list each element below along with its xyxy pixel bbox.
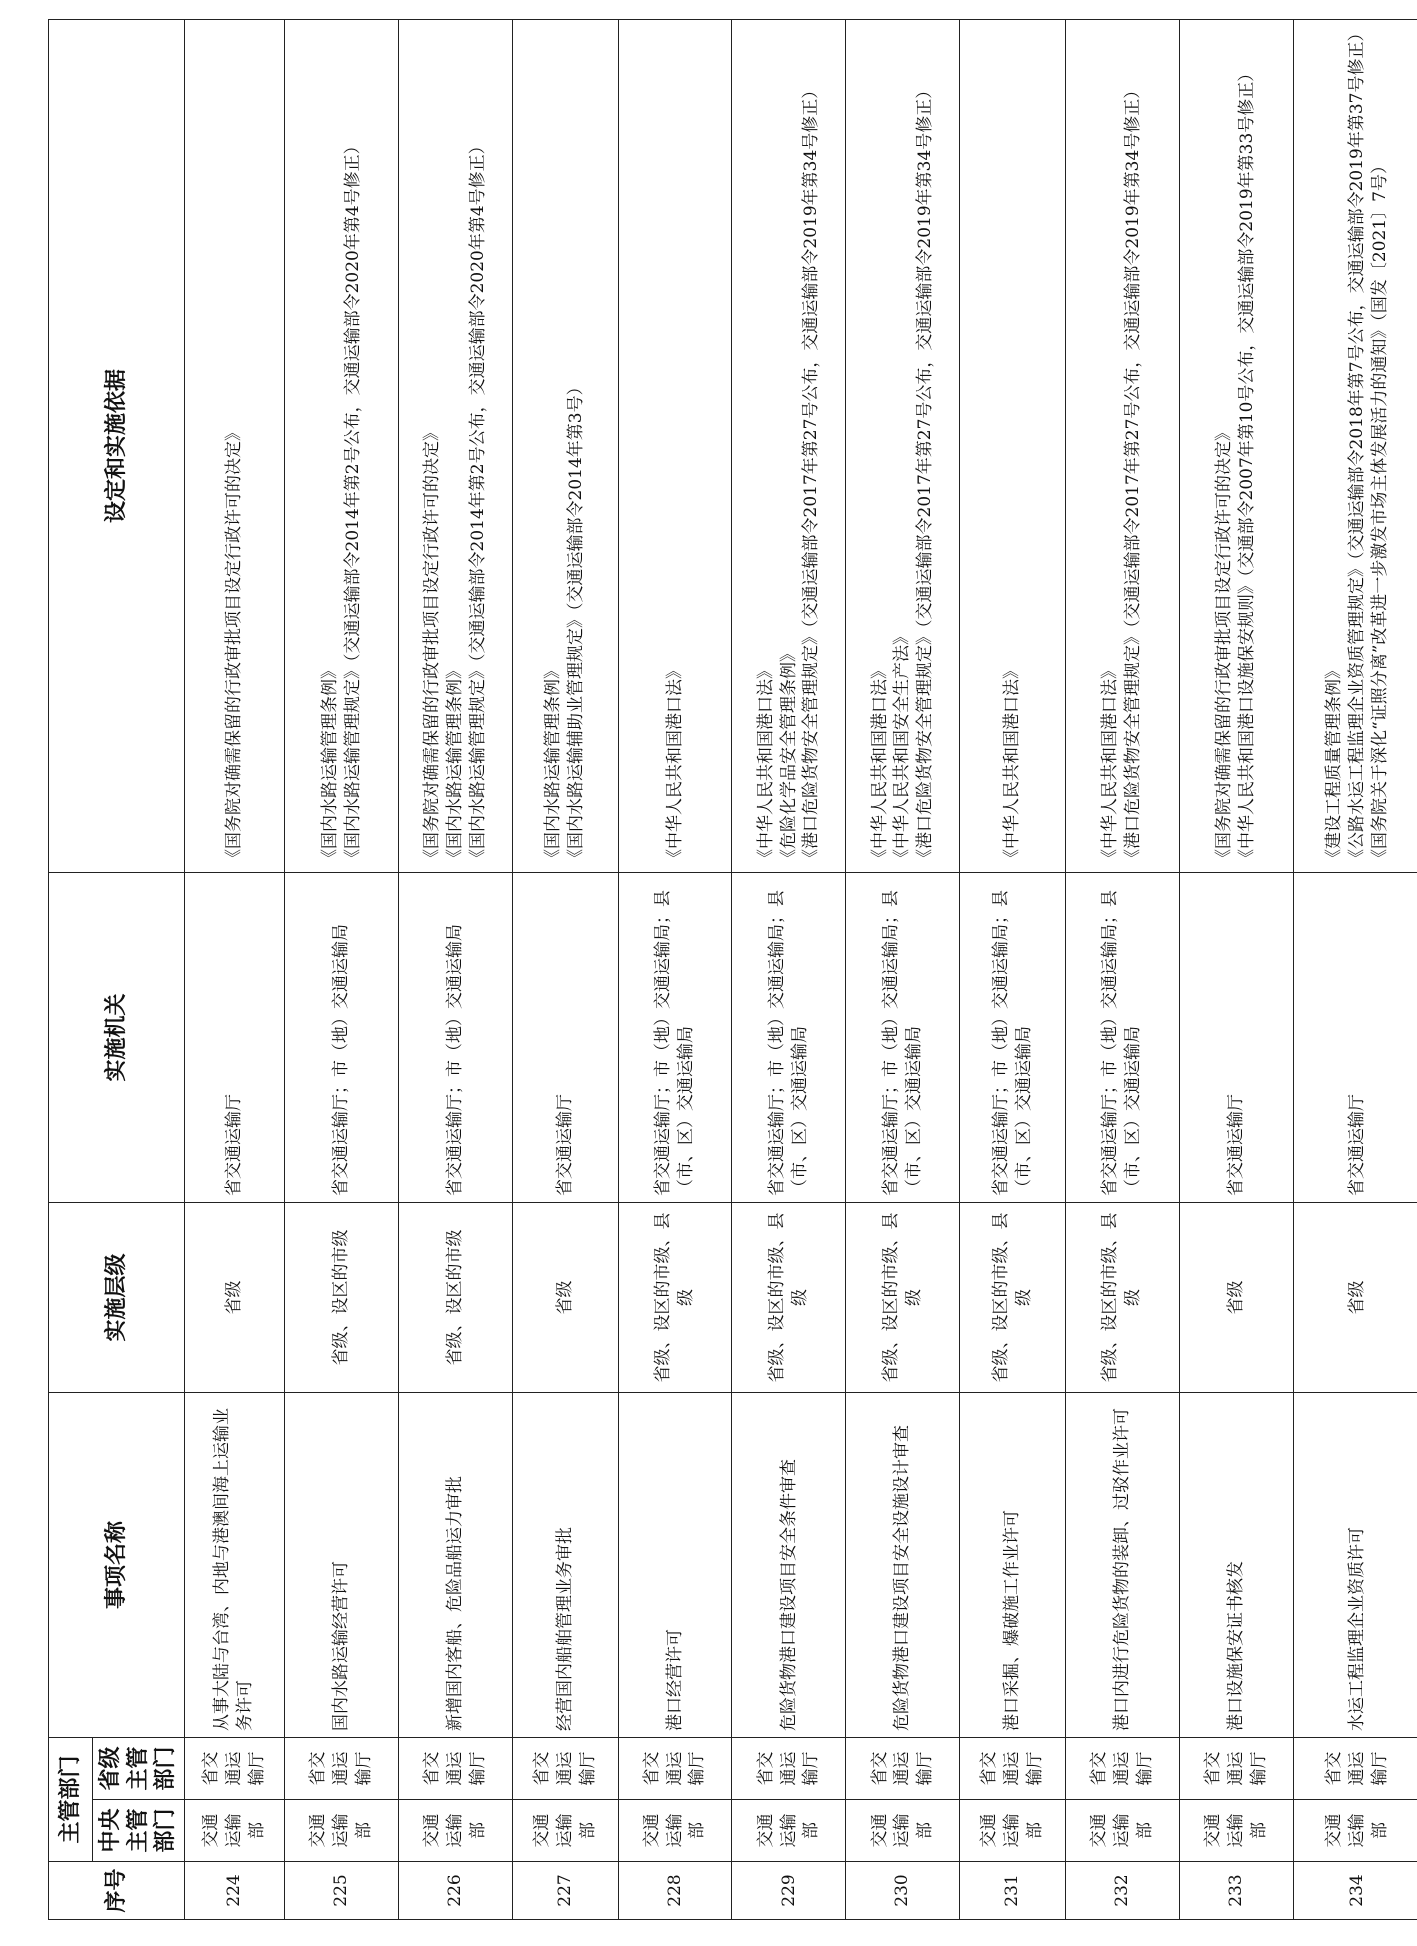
header-item: 事项名称	[49, 1392, 185, 1737]
basis-cell	[960, 19, 1065, 872]
basis-line: 《国内水路运输辅助业管理规定》（交通运输部令2014年第3号）	[566, 378, 587, 866]
basis-cell	[1065, 19, 1179, 872]
header-seq: 序号	[49, 1862, 185, 1920]
table-row	[960, 19, 1065, 1919]
basis-cell	[285, 19, 399, 872]
seq-cell: 230	[846, 1862, 960, 1920]
provincial-dept-cell: 省交通运输厅	[285, 1737, 399, 1799]
provincial-dept-cell: 省交通运输厅	[732, 1737, 846, 1799]
basis-line: 《中华人民共和国港口法》	[664, 661, 685, 866]
header-agency: 实施机关	[49, 872, 185, 1202]
provincial-dept-cell: 省交通运输厅	[513, 1737, 618, 1799]
basis-line: 《港口危险货物安全管理规定》（交通运输部令2017年第27号公布，交通运输部令2019年第34号修正）	[801, 81, 822, 866]
agency-cell: 省交通运输厅；市（地）交通运输局；县（市、区）交通运输局	[960, 872, 1065, 1202]
item-name-cell: 港口设施保安证书核发	[1179, 1392, 1293, 1737]
agency-cell: 省交通运输厅；市（地）交通运输局；县（市、区）交通运输局	[1065, 872, 1179, 1202]
level-cell: 省级、设区的市级、县级	[960, 1202, 1065, 1392]
provincial-dept-cell: 省交通运输厅	[399, 1737, 513, 1799]
table-body	[184, 19, 1417, 1919]
header-row-1	[49, 19, 93, 1919]
table-row	[1065, 19, 1179, 1919]
table-row	[846, 19, 960, 1919]
item-name-cell: 危险货物港口建设项目安全设施设计审查	[846, 1392, 960, 1737]
table-row	[618, 19, 732, 1919]
central-dept-cell: 交通运输部	[618, 1800, 732, 1862]
item-name-cell: 危险货物港口建设项目安全条件审查	[732, 1392, 846, 1737]
basis-line: 《公路水运工程监理企业资质管理规定》（交通运输部令2018年第7号公布，交通运输部令2019年第37号修正）	[1347, 24, 1368, 866]
basis-line: 《国务院对确需保留的行政审批项目设定行政许可的决定》	[223, 423, 244, 866]
rotated-page	[48, 20, 1417, 1920]
provincial-dept-cell: 省交通运输厅	[960, 1737, 1065, 1799]
provincial-dept-cell: 省交通运输厅	[846, 1737, 960, 1799]
basis-cell	[846, 19, 960, 872]
seq-cell: 226	[399, 1862, 513, 1920]
seq-cell: 232	[1065, 1862, 1179, 1920]
basis-cell	[732, 19, 846, 872]
central-dept-cell: 交通运输部	[184, 1800, 285, 1862]
basis-cell	[1179, 19, 1293, 872]
header-dept-group: 主管部门	[49, 1737, 93, 1861]
seq-cell: 234	[1293, 1862, 1417, 1920]
basis-line: 《国内水路运输管理规定》（交通运输部令2014年第2号公布，交通运输部令2020年第4号修正）	[342, 137, 363, 866]
basis-line: 《中华人民共和国港口法》	[869, 661, 890, 866]
agency-cell: 省交通运输厅；市（地）交通运输局	[399, 872, 513, 1202]
central-dept-cell: 交通运输部	[732, 1800, 846, 1862]
basis-line: 《中华人民共和国港口法》	[755, 661, 776, 866]
central-dept-cell: 交通运输部	[1179, 1800, 1293, 1862]
agency-cell: 省交通运输厅；市（地）交通运输局；县（市、区）交通运输局	[846, 872, 960, 1202]
basis-cell	[513, 19, 618, 872]
agency-cell: 省交通运输厅	[184, 872, 285, 1202]
central-dept-cell: 交通运输部	[960, 1800, 1065, 1862]
provincial-dept-cell: 省交通运输厅	[1293, 1737, 1417, 1799]
level-cell: 省级、设区的市级	[399, 1202, 513, 1392]
basis-cell	[1293, 19, 1417, 872]
table-row	[1293, 19, 1417, 1919]
level-cell: 省级	[184, 1202, 285, 1392]
level-cell: 省级	[1293, 1202, 1417, 1392]
central-dept-cell: 交通运输部	[399, 1800, 513, 1862]
level-cell: 省级	[1179, 1202, 1293, 1392]
header-basis: 设定和实施依据	[49, 19, 185, 872]
seq-cell: 228	[618, 1862, 732, 1920]
central-dept-cell: 交通运输部	[285, 1800, 399, 1862]
seq-cell: 225	[285, 1862, 399, 1920]
basis-line: 《国务院对确需保留的行政审批项目设定行政许可的决定》	[1214, 423, 1235, 866]
basis-line: 《港口危险货物安全管理规定》（交通运输部令2017年第27号公布，交通运输部令2019年第34号修正）	[915, 81, 936, 866]
basis-line: 《中华人民共和国安全生产法》	[892, 627, 913, 866]
seq-cell: 233	[1179, 1862, 1293, 1920]
agency-cell: 省交通运输厅	[1179, 872, 1293, 1202]
agency-cell: 省交通运输厅；市（地）交通运输局	[285, 872, 399, 1202]
basis-line: 《国内水路运输管理条例》	[543, 661, 564, 866]
basis-cell	[399, 19, 513, 872]
basis-line: 《国内水路运输管理规定》（交通运输部令2014年第2号公布，交通运输部令2020年第4号修正）	[468, 137, 489, 866]
table-row	[513, 19, 618, 1919]
item-name-cell: 港口内进行危险货物的装卸、过驳作业许可	[1065, 1392, 1179, 1737]
agency-cell: 省交通运输厅；市（地）交通运输局；县（市、区）交通运输局	[732, 872, 846, 1202]
table-row	[732, 19, 846, 1919]
item-name-cell: 新增国内客船、危险品船运力审批	[399, 1392, 513, 1737]
basis-cell	[618, 19, 732, 872]
seq-cell: 227	[513, 1862, 618, 1920]
item-name-cell: 港口采掘、爆破施工作业许可	[960, 1392, 1065, 1737]
item-name-cell: 国内水路运输经营许可	[285, 1392, 399, 1737]
basis-cell	[184, 19, 285, 872]
provincial-dept-cell: 省交通运输厅	[1065, 1737, 1179, 1799]
table-row	[399, 19, 513, 1919]
level-cell: 省级、设区的市级、县级	[618, 1202, 732, 1392]
basis-line: 《国内水路运输管理条例》	[445, 661, 466, 866]
level-cell: 省级	[513, 1202, 618, 1392]
agency-cell: 省交通运输厅	[513, 872, 618, 1202]
basis-line: 《危险化学品安全管理条例》	[778, 644, 799, 866]
provincial-dept-cell: 省交通运输厅	[1179, 1737, 1293, 1799]
header-provincial: 省级主管部门	[93, 1737, 185, 1799]
seq-cell: 231	[960, 1862, 1065, 1920]
basis-line: 《国务院对确需保留的行政审批项目设定行政许可的决定》	[422, 423, 443, 866]
item-name-cell: 经营国内船舶管理业务审批	[513, 1392, 618, 1737]
seq-cell: 229	[732, 1862, 846, 1920]
level-cell: 省级、设区的市级、县级	[846, 1202, 960, 1392]
central-dept-cell: 交通运输部	[1293, 1800, 1417, 1862]
item-name-cell: 水运工程监理企业资质许可	[1293, 1392, 1417, 1737]
seq-cell: 224	[184, 1862, 285, 1920]
central-dept-cell: 交通运输部	[846, 1800, 960, 1862]
central-dept-cell: 交通运输部	[1065, 1800, 1179, 1862]
level-cell: 省级、设区的市级、县级	[732, 1202, 846, 1392]
basis-line: 《中华人民共和国港口法》	[1100, 661, 1121, 866]
basis-line: 《建设工程质量管理条例》	[1324, 661, 1345, 866]
central-dept-cell: 交通运输部	[513, 1800, 618, 1862]
basis-line: 《国务院关于深化“证照分离”改革进一步激发市场主体发展活力的通知》（国发〔2021〕7号）	[1370, 157, 1391, 866]
table-row	[1179, 19, 1293, 1919]
basis-line: 《港口危险货物安全管理规定》（交通运输部令2017年第27号公布，交通运输部令2019年第34号修正）	[1123, 81, 1144, 866]
header-central: 中央主管部门	[93, 1800, 185, 1862]
table-row	[285, 19, 399, 1919]
provincial-dept-cell: 省交通运输厅	[618, 1737, 732, 1799]
basis-line: 《中华人民共和国港口法》	[1002, 661, 1023, 866]
table-row	[184, 19, 285, 1919]
agency-cell: 省交通运输厅	[1293, 872, 1417, 1202]
header-level: 实施层级	[49, 1202, 185, 1392]
level-cell: 省级、设区的市级	[285, 1202, 399, 1392]
provincial-dept-cell: 省交通运输厅	[184, 1737, 285, 1799]
item-name-cell: 港口经营许可	[618, 1392, 732, 1737]
admin-approval-table	[48, 19, 1417, 1920]
level-cell: 省级、设区的市级、县级	[1065, 1202, 1179, 1392]
agency-cell: 省交通运输厅；市（地）交通运输局；县（市、区）交通运输局	[618, 872, 732, 1202]
item-name-cell: 从事大陆与台湾、内地与港澳间海上运输业务许可	[184, 1392, 285, 1737]
basis-line: 《中华人民共和国港口设施保安规则》（交通部令2007年第10号公布，交通运输部令2019年第33号修正）	[1237, 64, 1258, 866]
basis-line: 《国内水路运输管理条例》	[319, 661, 340, 866]
